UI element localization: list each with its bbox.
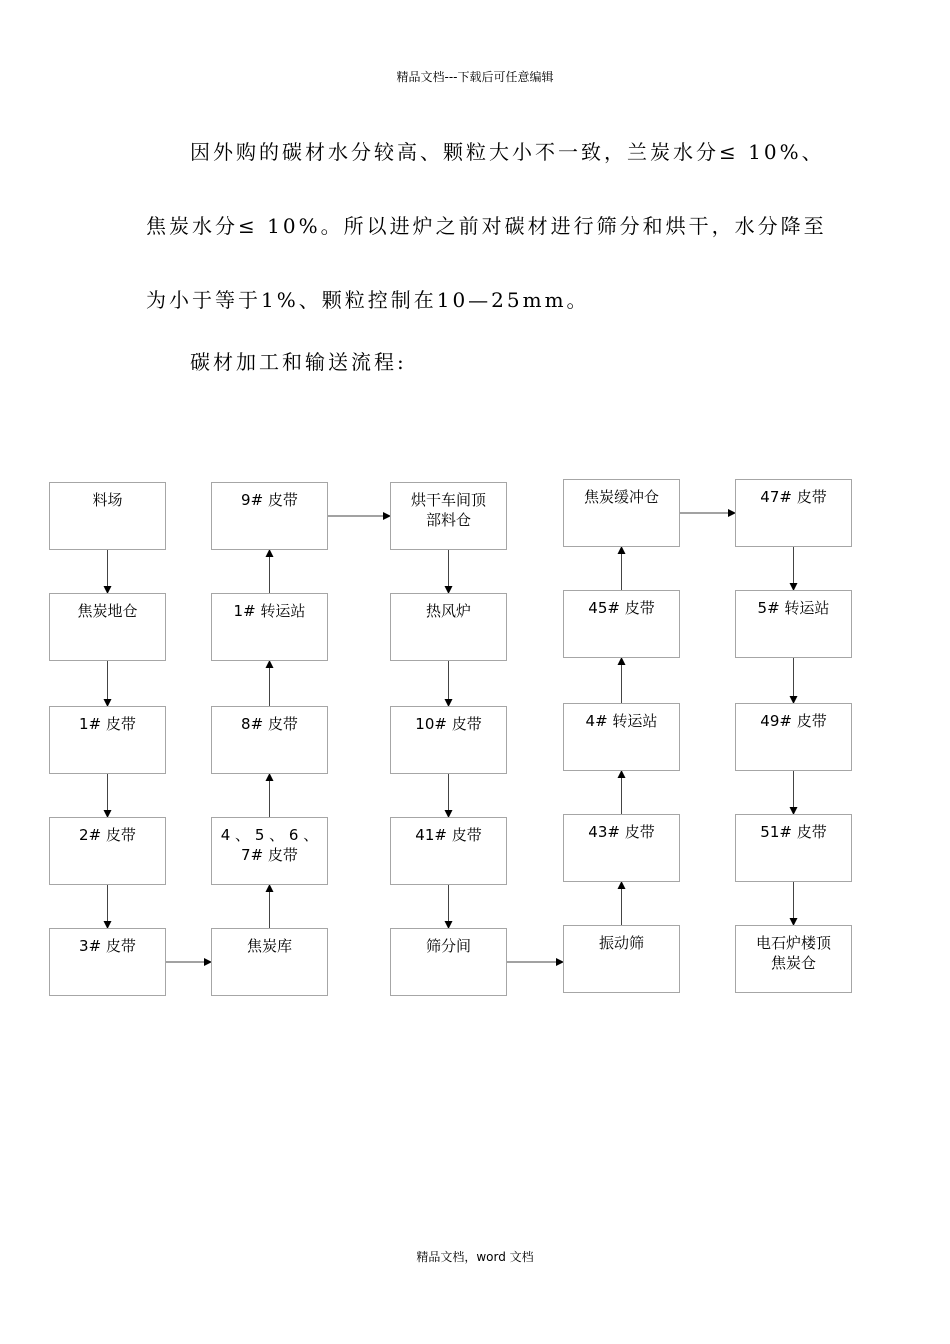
flow-node-coke-buffer-bin: 焦炭缓冲仓 [563, 479, 680, 547]
flow-node-belt-10: 10# 皮带 [390, 706, 507, 774]
flow-node-belt-2: 2# 皮带 [49, 817, 166, 885]
flow-caption: 碳材加工和输送流程: [190, 350, 407, 374]
paragraph-1: 因外购的碳材水分较高、颗粒大小不一致，兰炭水分≤ 10%、 [190, 140, 825, 164]
flow-node-transfer-4: 4# 转运站 [563, 703, 680, 771]
flow-node-belt-9: 9# 皮带 [211, 482, 328, 550]
flow-node-belt-8: 8# 皮带 [211, 706, 328, 774]
flow-node-belt-1: 1# 皮带 [49, 706, 166, 774]
flow-node-hot-air-furnace: 热风炉 [390, 593, 507, 661]
flow-node-belt-41: 41# 皮带 [390, 817, 507, 885]
flow-node-transfer-5: 5# 转运站 [735, 590, 852, 658]
page-footer: 精品文档，word 文档 [416, 1250, 534, 1264]
flow-node-coke-ground-bin: 焦炭地仓 [49, 593, 166, 661]
flow-node-screening-room: 筛分间 [390, 928, 507, 996]
flow-node-transfer-1: 1# 转运站 [211, 593, 328, 661]
flow-node-belt-51: 51# 皮带 [735, 814, 852, 882]
flow-node-belt-49: 49# 皮带 [735, 703, 852, 771]
page-header: 精品文档---下载后可任意编辑 [396, 70, 554, 84]
flow-node-yard: 料场 [49, 482, 166, 550]
flow-node-belt-45: 45# 皮带 [563, 590, 680, 658]
flow-node-dryer-top-bin: 烘干车间顶 部料仓 [390, 482, 507, 550]
paragraph-2: 焦炭水分≤ 10%。所以进炉之前对碳材进行筛分和烘干，水分降至 [146, 214, 827, 238]
flow-node-furnace-top-coke-bin: 电石炉楼顶 焦炭仓 [735, 925, 852, 993]
paragraph-3: 为小于等于1%、颗粒控制在10—25mm。 [146, 288, 590, 312]
flow-node-vibrating-screen: 振动筛 [563, 925, 680, 993]
flow-node-belt-4-7: 4 、 5 、 6 、 7# 皮带 [211, 817, 328, 885]
flow-node-belt-3: 3# 皮带 [49, 928, 166, 996]
flow-node-belt-47: 47# 皮带 [735, 479, 852, 547]
flow-node-belt-43: 43# 皮带 [563, 814, 680, 882]
flow-node-coke-store: 焦炭库 [211, 928, 328, 996]
